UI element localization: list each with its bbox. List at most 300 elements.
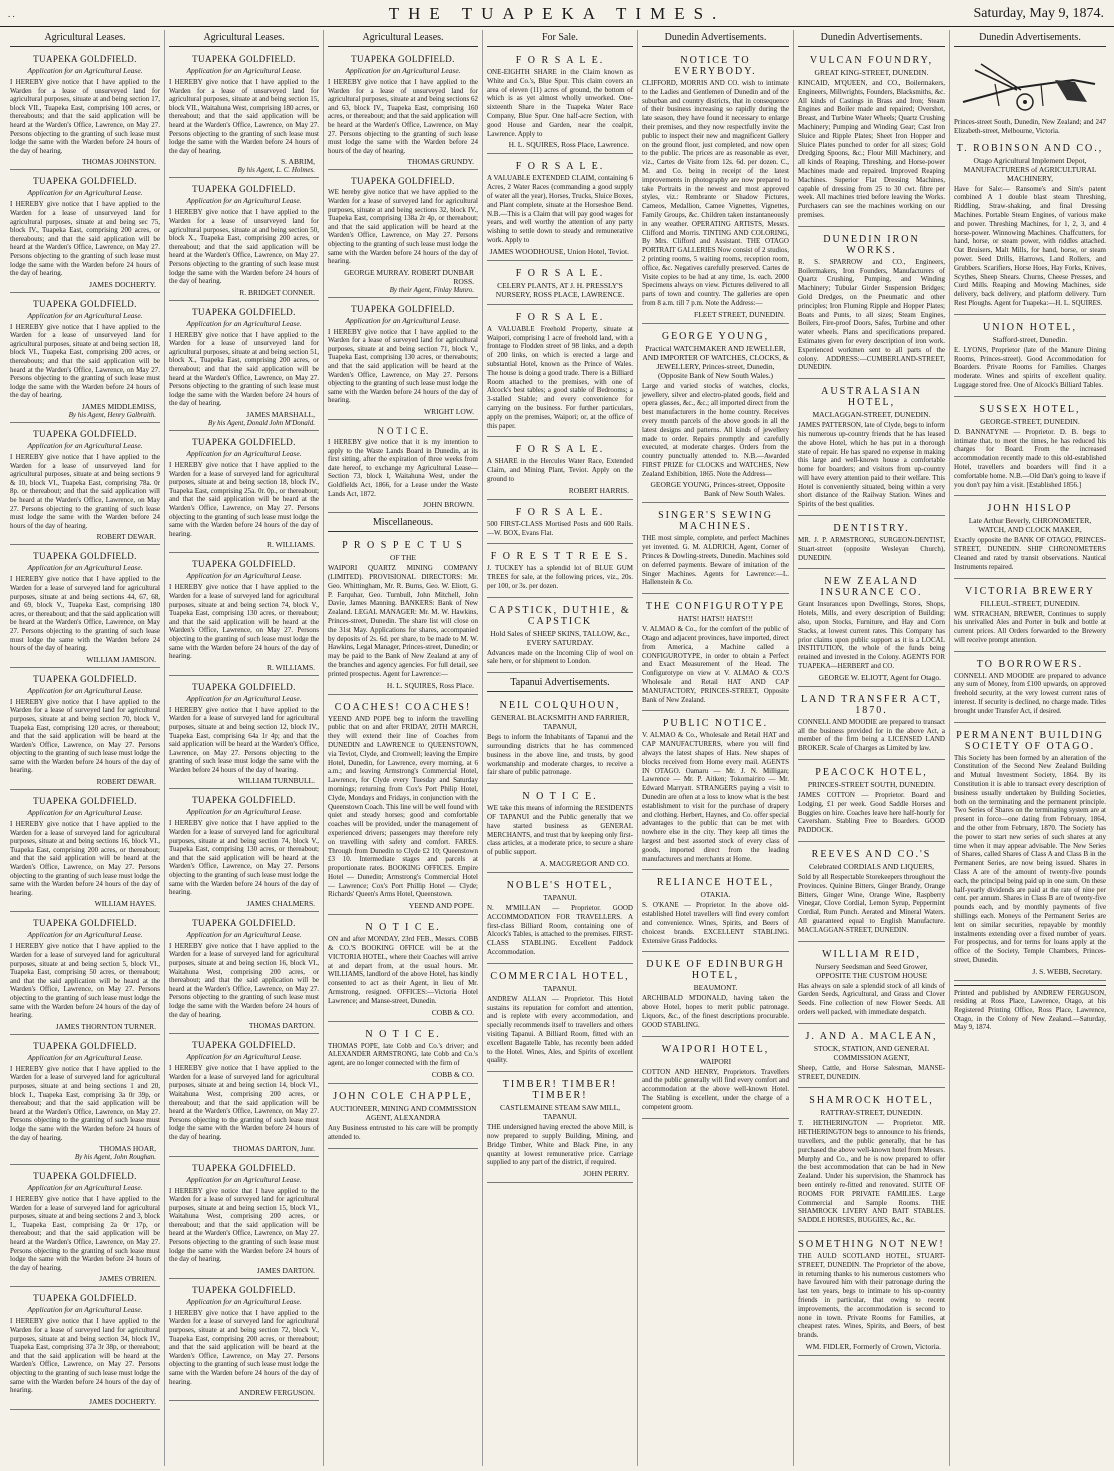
- advertisement: [954, 498, 1106, 578]
- notice-title: TUAPEKA GOLDFIELD.: [192, 681, 296, 692]
- ad-signature: H. L. SQUIRES, Ross Place, Lawrence.: [508, 140, 629, 150]
- ad-subtitle: TAPANUI.: [543, 983, 577, 993]
- ad-body: ONE-EIGHTH SHARE in the Claim known as White and Co.'s, Blue Spur. This claim covers an area of eleven (11) acres of ground, the bottom of which is as yet almost wholly unworked. One-sixteenth Share in the Tuapeka Water Race Company, Blue Spur. One half-acre Section, with good House and Garden, near the coalpit, Lawrence. Apply to: [487, 68, 633, 138]
- notice-body: I HEREBY give notice that I have applied to the Warden for a lease of surveyed land for agricultural purposes, situate at and being section 34, block IV., Tuapeka East, comprising 37a 3r 38p, or thereabout; and that the said application will be heard at the Warden's Office, Lawrence, on May 27. Persons objecting to the granting of such lease must lodge the same with the Warden before 24 hours of the day of hearing.: [10, 1317, 160, 1395]
- ad-signature: ROBERT HARRIS.: [568, 485, 629, 495]
- ad-subtitle: GREAT KING-STREET, DUNEDIN.: [814, 68, 929, 77]
- ad-title: VULCAN FOUNDRY,: [809, 55, 934, 66]
- notice-subtitle: Application for an Agricultural Lease.: [186, 449, 302, 459]
- ad-signature: H. L. SQUIRES, Ross Place.: [386, 680, 474, 690]
- notice-agent: By their Agent, Finlay Munro.: [389, 285, 474, 294]
- column-6: [794, 30, 950, 1466]
- advertisement: [642, 596, 789, 711]
- lease-notice: [328, 50, 478, 170]
- ad-title: TIMBER! TIMBER! TIMBER!: [502, 1079, 618, 1102]
- lease-notice: [328, 172, 478, 297]
- ad-body: Sheep, Cattle, and Horse Salesman, MANSE-STREET, DUNEDIN.: [798, 1063, 945, 1081]
- ad-subtitle: TAPANUI.: [543, 893, 577, 903]
- notice-subtitle: Application for an Agricultural Lease.: [186, 66, 302, 75]
- ad-signature: GEORGE YOUNG, Princes-street, Opposite Bank of New South Wales.: [650, 480, 785, 499]
- ad-signature: J. S. WEBB, Secretary.: [1032, 966, 1102, 976]
- lease-notice: [10, 1037, 160, 1165]
- lease-notice: [169, 180, 319, 300]
- advertisement: [798, 518, 945, 569]
- notice-body: I HEREBY give notice that I have applied to the Warden for a lease of surveyed land for agricultural purposes, situate at and being section 74, block V., Tuapeka East, comprising 130 acres, or thereabout; and that the said application will be heard at the Warden's Office, Lawrence, on May 27. Persons objecting to the granting of such lease must lodge the same with the Warden before 24 hours of the day of hearing.: [169, 819, 319, 897]
- notice-body: I HEREBY give notice that I have applied to the Warden for a lease of surveyed land for agricultural purposes, situate at and being sections 1 and 20, block I., Tuapeka East, comprising 3a 0r 39p, or thereabout; and that the said application will be heard at the Warden's Office, Lawrence, on May 27. Persons objecting to the granting of such lease must lodge the same with the Warden before 24 hours of the day of hearing.: [10, 1064, 160, 1142]
- intro-text: Princes-street South, Dunedin, New Zealand; and 247 Elizabeth-street, Melbourne, Victoria.: [954, 118, 1106, 135]
- advertisement: [487, 600, 633, 674]
- advertisement: [798, 689, 945, 760]
- ad-body: ON and after MONDAY, 23rd FEB., Messrs. COBB & CO.'S BOOKING OFFICE will be at the VICTORIA HOTEL, where their Coaches will arrive at and depart from, at the usual hours. Mr. WILLIAMS, landlord of the above Hotel, has kindly consented to act as their Agent, in lieu of Mr. Armstrong, resigned. OFFICES:—Victoria Hotel Lawrence; and Manse-street, Dunedin.: [328, 935, 478, 1005]
- notice-title: TUAPEKA GOLDFIELD.: [192, 306, 296, 317]
- notice-body: I HEREBY give notice that I have applied to the Warden for a lease of surveyed land for agricultural purposes, situate at and being section 12, block IV., Tuapeka East, comprising 64a 1r 4p; and that the said application will be heard at the Warden's Office, Lawrence, on May 27. Persons objecting to the granting of such lease must lodge the same with the Warden before 24 hours of the day of hearing.: [169, 705, 319, 774]
- notice-subtitle: Application for an Agricultural Lease.: [186, 1296, 302, 1306]
- notice-signature: R. BRIDGET CONNER.: [239, 287, 315, 297]
- notice-title: TUAPEKA GOLDFIELD.: [192, 559, 296, 570]
- lease-notice: [10, 547, 160, 667]
- ad-title: F O R S A L E.: [515, 444, 605, 456]
- lease-notice: [10, 1289, 160, 1409]
- notice-signature: WILLIAM JAMISON.: [86, 654, 156, 664]
- notice-body: WE hereby give notice that we have applied to the Warden for a lease of surveyed land for agricultural purposes, situate at and being sections 32, block IV., Tuapeka East, comprising 138a 2r 4p, or thereabout; and that the said application will be heard at the Warden's Office, Lawrence, on May 27. Persons objecting to the granting of such lease must lodge the same with the Warden before 24 hours of the day of hearing.: [328, 188, 478, 266]
- notice-subtitle: Application for an Agricultural Lease.: [186, 807, 302, 817]
- notice-title: TUAPEKA GOLDFIELD.: [192, 1040, 296, 1051]
- ad-body: R. S. SPARROW and CO., Engineers, Boilermakers, Iron Founders, Manufacturers of Quartz Crushing, Pumping, and Winding Machinery; Tubular Girder Suspension Bridges; Gold Dredges, on the Pneumatic and other principles; Iron Fluming Ripple and Hopper Plates; Boats and Punts, to all sizes; Steam Engines, Boilers, Fire-proof Doors, Safes, Turbine and other water wheels. Plans and specifications prepared. Estimates given for every description of iron work. Experienced workmen sent to all parts of the colony. ADDRESS:—CUMBERLAND-STREET, DUNEDIN.: [798, 257, 945, 372]
- notice-signature: WILLIAM TURNBULL.: [238, 776, 315, 786]
- ad-body: Begs to inform the Inhabitants of Tapanui and the surrounding districts that he has commenced business in the above line, and trusts, by good workmanship and moderate charges, to receive a fair share of public patronage.: [487, 733, 633, 777]
- notice-title: TUAPEKA GOLDFIELD.: [351, 54, 455, 64]
- lease-notice: [169, 914, 319, 1034]
- ad-body: Have for Sale:— Ransome's and Sim's patent combined A 1 double blast steam Threshing, Riddling, Straw-shaking, and final Dressing Machines. Portable Steam Engines, of various make and power. Threshing Machines, for 1, 2, 3, and 4 horse-power. Winnowing Machines. Chaffcutters, for hand, horse, or steam power, with riddles attached. Oat Bruisers, Malt Mills, for hand, horse, or steam power. Seed Drills, Harrows, Land Rollers, and Grubbers. Scarifiers, Horse Hoes, Hay Forks, Knives, Scythes, Sheep Shears. Churns, Cheese Presses, and Curd Mills. Reaping and Mowing Machines, side delivery, back delivery, and platform delivery. Turn Rest Ploughs. Agent for Tuapeka:—H. L. SQUIRES.: [954, 184, 1106, 307]
- ad-title: DUKE OF EDINBURGH HOTEL,: [646, 959, 785, 982]
- ad-title: GEORGE YOUNG,: [661, 330, 770, 342]
- issue-date: Saturday, May 9, 1874.: [973, 6, 1104, 21]
- notice-subtitle: Application for an Agricultural Lease.: [27, 685, 143, 695]
- advertisement: [798, 762, 945, 842]
- advertisement: [642, 872, 789, 952]
- advertisement: [328, 1086, 478, 1149]
- ad-title: NEIL COLQUHOUN,: [499, 700, 621, 712]
- plough-illustration-icon: [954, 50, 1106, 116]
- ad-title: F O R E S T T R E E S.: [490, 551, 630, 563]
- notice-title: TUAPEKA GOLDFIELD.: [192, 917, 296, 928]
- lease-notice: [10, 172, 160, 292]
- notice-signature: JAMES MARSHALL,: [246, 410, 315, 420]
- ad-body: THE undersigned having erected the above Mill, is now prepared to supply Building, Mining, and Bridge Timber, White and Black Pine, in any quantity at lowest remunerative price. Carriage supplied to any part of the district, if required.: [487, 1123, 633, 1167]
- advertisement: [328, 535, 478, 694]
- column-4: [483, 30, 638, 1466]
- ad-title: NOBLE'S HOTEL,: [506, 880, 614, 892]
- column-heading: Agricultural Leases.: [328, 30, 478, 47]
- advertisement: [487, 156, 633, 260]
- notice-title: TUAPEKA GOLDFIELD.: [192, 184, 296, 195]
- advertisement: [487, 546, 633, 597]
- advertisement: [798, 229, 945, 379]
- notice-body: I HEREBY give notice that I have applied to the Warden for a lease of surveyed land for agricultural purposes, situate at and being section 16, block VI., Waitahuna West, comprising 200 acres, or thereabout; and that the said application will be heard at the Warden's Office, Lawrence, on May 27. Persons objecting to the granting of such lease must lodge the same with the Warden before 24 hours of the day of hearing.: [169, 941, 319, 1019]
- advertisement: [487, 502, 633, 545]
- ad-signature: YEEND AND POPE.: [408, 901, 474, 911]
- ad-subtitle: STOCK, STATION, AND GENERAL COMMISSION AGENT,: [813, 1043, 930, 1062]
- notice-body: I HEREBY give notice that I have applied to the Warden for a lease of unsurveyed land for agricultural purposes, situate at and being section 50, block X., Tuapeka East, comprising 200 acres, or thereabout; and that the said application will be heard at the Warden's Office, Lawrence, on May 27. Persons objecting to the granting of such lease must lodge the same with the Warden before 24 hours of the day of hearing.: [169, 208, 319, 286]
- ad-body: THE AULD SCOTLAND HOTEL, STUART-STREET, DUNEDIN. The Proprietor of the above, in returning thanks to his numerous customers who have favoured him with their patronage during the last ten years, begs to intimate to his up-country friends in particular, that owing to recent improvements, the accommodation is second to none in town. Private Rooms for Families, at cheapest rates. Wines, Spirits, and Beers, of best brands.: [798, 1251, 945, 1340]
- notice-signature: ROBERT DEWAR.: [96, 532, 156, 542]
- ad-subtitle: RATTRAY-STREET, DUNEDIN.: [820, 1108, 923, 1118]
- ad-subtitle: MACLAGGAN-STREET, DUNEDIN.: [812, 410, 931, 420]
- ad-title: SINGER'S SEWING MACHINES.: [658, 510, 773, 533]
- notice-body: I HEREBY give notice that I have applied to the Warden for a lease of unsurveyed land for agricultural purposes, situate at and being section 17, block VII., Tuapeka East, comprising 100 acres, or thereabouts; and that the said application will be heard at the Warden's Office, Lawrence, on May 27. Persons objecting to the granting of such lease must lodge the same with the Warden before 24 hours of the day of hearing.: [10, 78, 160, 155]
- notice-signature: THOMAS JOHNSTON.: [81, 157, 156, 167]
- advertisement: [487, 695, 633, 784]
- ad-body: CLIFFORD, MORRIS AND CO. wish to intimate to the Ladies and Gentlemen of Dunedin and of the suburban and country districts, that in consequence of their business increasing so rapidly during the late season, they have found it necessary to enlarge their premises, and they now respectfully invite the public to inspect their new and magnificent Gallery on the ground floor, just completed, and now open to the public. The prices are as reasonable as ever, viz., Cartes de Visite from 12s. 6d. per dozen. C., M. and Co. being in receipt of the latest improvements in photography are now prepared to take Portraits in the newest and most approved styles, viz.: Rembrante or Shadow Pictures, Cameos, Medallion, Camee Vignettes, Vignettes, Family Groups, &c. Children taken instantaneously in any weather. OPERATING ARTISTS, Messrs. Clifford and Morris. TINTING AND COLORING, By Mrs. Clifford and Assistant. THE OTAGO PORTRAIT GALLERIES Now consist of 2 studios, 2 printing rooms, 5 waiting rooms, reception room, office, &c. Negatives carefully preserved. Cartes de Visite copies to be had at any time, 1s. each. 2000 Specimens always on view. Pictures delivered to all parts of town and country. The galleries are open from 8 a.m. till 7 p.m. Note the Address:—: [642, 79, 789, 307]
- column-heading: For Sale.: [487, 30, 633, 47]
- ad-signature: A. MACGREGOR AND CO.: [540, 859, 629, 869]
- notice-signature: JAMES CHALMERS.: [246, 898, 315, 908]
- notice-body: I HEREBY give notice that I have applied to the Warden for a lease of surveyed land for agricultural purposes, situate at and being section 15, block VI., Waitahuna West, comprising 200 acres, or thereabout; and that the said application will be heard at the Warden's Office, Lawrence, on May 27. Persons objecting to the granting of such lease must lodge the same with the Warden before 24 hours of the day of hearing.: [169, 1186, 319, 1264]
- ad-body: V. ALMAO & Co., for the comfort of the public of Otago and adjacent provinces, have imported, direct from America, a Machine called a CONFIGUROTYPE, in order to obtain a Perfect and Exact Measurement of the Head. The Configurotype on view at V. ALMAO & CO.'S Wholesale and Retail HAT AND CAP MANUFACTORY, PRINCES-STREET, Opposite Bank of New Zealand.: [642, 625, 789, 704]
- ad-title: COACHES! COACHES!: [334, 701, 472, 713]
- ad-title: AUSTRALASIAN HOTEL,: [821, 386, 922, 409]
- newspaper-title: THE TUAPEKA TIMES.: [388, 4, 726, 23]
- ad-body: A SHARE in the Hercules Water Race, Extended Claim, and Mining Plant, Teviot. Apply on the ground to: [487, 457, 633, 483]
- lease-notice: [10, 914, 160, 1034]
- ad-subtitle: GENERAL BLACKSMITH AND FARRIER, TAPANUI,: [491, 713, 629, 732]
- ad-body: THE most simple, complete, and perfect Machines yet invented. G. M. ALDRICH, Agent, Corner of Princes & Dowling-streets, Dunedin. Machines sold on deferred payments. Beware of imitation of the Singer Machines. Agents for Lawrence:—L. Hallenstein & Co.: [642, 534, 789, 587]
- advertisement: [487, 307, 633, 438]
- advertisement: [642, 954, 789, 1036]
- ad-title: N O T I C E.: [365, 922, 441, 934]
- ad-title: P R O S P E C T U S: [342, 540, 464, 552]
- ad-body: COTTON AND HENRY, Proprietors. Travellers and the public generally will find every comfort and accommodation at the above well-known Hotel. The Stabling is excellent, under the charge of a competent groom.: [642, 1067, 789, 1111]
- notice-body: I HEREBY give notice that I have applied to the Warden for a lease of surveyed land for agricultural purposes, situate at and being section 71, block V., Tuapeka East, comprising 130 acres, or thereabouts; and that the said application will be heard at the Warden's Office, Lawrence, on May 27. Persons objecting to the granting of such lease must lodge the same with the Warden before 24 hours of the day of hearing.: [328, 327, 478, 405]
- advertisement: [487, 263, 633, 305]
- ad-body: Sold by all Respectable Storekeepers throughout the Provinces. Quinine Bitters, Ginger Brandy, Orange Bitters, Ginger Wine, Orange Wine, Raspberry Vinegar, Clove Cordial, Lemon Syrup, Peppermint Cordial, Rum Punch. Aerated and Mineral Waters. All guaranteed equal to English Manufacture. MACLAGGAN-STREET, DUNEDIN.: [798, 873, 945, 934]
- ad-title: RELIANCE HOTEL,: [656, 877, 775, 889]
- column-heading: Dunedin Advertisements.: [954, 30, 1106, 47]
- notice-subtitle: Application for an Agricultural Lease.: [345, 315, 461, 325]
- notice-body: I HEREBY give notice that I have applied to the Warden for a lease of unsurveyed land for agricultural purposes, situate at and being section 18, block VI., Tuapeka East, comprising 200 acres, or thereabouts; and that the said application will be heard at the Warden's Office, Lawrence, on May 27. Persons objecting to the granting of such lease must lodge the same with the Warden before 24 hours of the day of hearing.: [10, 322, 160, 400]
- notice-title: TUAPEKA GOLDFIELD.: [33, 298, 137, 309]
- ad-title: N O T I C E.: [365, 1028, 441, 1040]
- notice-body: I HEREBY give notice that I have applied to the Warden for a lease of surveyed land for agricultural purposes, situate at and being sections 2 and 3, block I., Tuapeka East, comprising 2a 0r 17p, or thereabout; and that the said application will be heard at the Warden's Office, Lawrence, on May 27. Persons objecting to the granting of such lease must lodge the same with the Warden before 24 hours of the day of hearing.: [10, 1195, 160, 1272]
- ad-title: SHAMROCK HOTEL,: [809, 1095, 934, 1107]
- advertisement: [328, 697, 478, 916]
- notice-signature: GEORGE MURRAY. ROBERT DUNBAR ROSS.: [344, 267, 474, 286]
- ad-subtitle: OF THE: [390, 553, 416, 563]
- advertisement: [954, 581, 1106, 652]
- notice-signature: JAMES THORNTON TURNER.: [55, 1021, 156, 1031]
- column-heading: Agricultural Leases.: [169, 30, 319, 47]
- ad-subtitle: WAIPORI: [699, 1056, 732, 1066]
- advertisement: [642, 713, 789, 870]
- notice-subtitle: Application for an Agricultural Lease.: [186, 196, 302, 206]
- lease-notice: [328, 422, 478, 513]
- ad-title: SUSSEX HOTEL,: [979, 403, 1081, 415]
- notice-body: I HEREBY give notice that I have applied to the Warden for a lease of surveyed land for agricultural purposes, situate at and being section 14, block VI., Waitahuna West, comprising 200 acres, or thereabout; and that the said application will be heard at the Warden's Office, Lawrence, on May 27. Persons objecting to the granting of such lease must lodge the same with the Warden before 24 hours of the day of hearing.: [169, 1064, 319, 1141]
- ad-body: Any Business entrusted to his care will be promptly attended to.: [328, 1124, 478, 1141]
- notice-subtitle: Application for an Agricultural Lease.: [27, 310, 143, 320]
- column-1: [6, 30, 165, 1466]
- ad-body: This Society has been formed by an alteration of the Constitution of the Second New Zealand Building and Mutual Investment Society, 1864. By its Constitution it is able to transact every description of business usually undertaken by Building Societies, both on the terminating and the permanent principle. Two Series of Shares on the terminating system are at present in force—one dating from February, 1864, and the other from February, 1870. The Society has the power to start new series of such shares at any time when it may appear advisable. The New Series of Shares, called Shares of Class A and Class B in the Permanent Series, are now being issued. Shares in Class A are of the amount of twenty-five pounds each, the principal being paid up in one sum. On these half-yearly dividends are paid at the rate of nine per cent. per annum. Shares in Class B are of twenty-five pounds each, and by monthly payments of five shillings each. Moneys of the Permanent Series are lent on similar securities, repayable by monthly instalments extending over a fixed number of years. For prospectus, and for terms for loans apply at the office of the Society, Temple Chambers, Princes-street, Dunedin.: [954, 753, 1107, 964]
- notice-title: TUAPEKA GOLDFIELD.: [351, 176, 455, 187]
- ad-subtitle: PRINCES-STREET SOUTH, DUNEDIN.: [807, 780, 936, 790]
- notice-title: TUAPEKA GOLDFIELD.: [192, 795, 296, 806]
- lease-notice: [169, 791, 319, 911]
- notice-subtitle: Application for an Agricultural Lease.: [27, 1305, 143, 1315]
- lease-notice: [169, 433, 319, 553]
- section-heading: Miscellaneous.: [328, 515, 478, 532]
- notice-signature: THOMAS DARTON, Junr.: [232, 1143, 315, 1153]
- ad-subtitle: AUCTIONEER, MINING AND COMMISSION AGENT, ALEXANDRA: [329, 1104, 477, 1123]
- notice-subtitle: Application for an Agricultural Lease.: [186, 571, 302, 581]
- ad-body: JAMES COTTON — Proprietor. Board and Lodging, £1 per week. Good Saddle Horses and Buggies on hire. Coaches leave here half-hourly for Caversham. Stabling Free to Boarders. GOOD PADDOCK.: [798, 791, 945, 835]
- ad-subtitle: CELERY PLANTS, AT J. H. PRESSLY'S NURSERY, ROSS PLACE, LAWRENCE.: [495, 280, 625, 299]
- ad-subtitle: HATS! HATS!! HATS!!!: [678, 614, 753, 624]
- advertisement: [798, 50, 945, 227]
- notice-signature: WILLIAM HAYES.: [94, 899, 156, 909]
- column-heading: Agricultural Leases.: [10, 30, 160, 47]
- ad-signature: FLEET STREET, DUNEDIN.: [694, 309, 785, 319]
- notice-body: I HEREBY give notice that I have applied to the Warden for a lease of surveyed land for agricultural purposes, situate at and being section 18, block IV., Tuapeka East, comprising 25a. 0r. 0p., or thereabout; and that the said application will be heard at the Warden's Office, Lawrence, on May 27. Persons objecting to the granting of such lease must lodge the same with the Warden before 24 hours of the day of hearing.: [169, 461, 319, 538]
- ad-body: CONNELL AND MOODIE are prepared to transact all the business provided for in the above Act, a member of the firm being a LICENSED LAND BROKER. Scale of Charges as Limited by law.: [798, 717, 945, 753]
- notice-signature: THOMAS GRUNDY.: [407, 157, 474, 167]
- ad-body: T. HETHERINGTON — Proprietor. MR. HETHERINGTON begs to announce to his friends, travellers, and the public generally, that he has purchased the above well-known hotel from Messrs. Murphy and Co., and he is now prepared to offer the best accommodation that can be had in New Zealand. Under his supervision, the Shamrock has been entirely re-fitted and renovated. SUITE OF ROOMS FOR PRIVATE FAMILIES. Large Commercial and Sample Rooms. THE SHAMROCK LIVERY AND BAIT STABLES. SADDLE HORSES, BUGGIES, &c., &c.: [798, 1119, 945, 1225]
- notice-title: TUAPEKA GOLDFIELD.: [33, 551, 137, 562]
- notice-signature: S. ABRIM,: [281, 157, 315, 167]
- notice-agent: By his Agent, John Roughan.: [74, 1153, 156, 1162]
- ad-title: NEW ZEALAND INSURANCE CO.: [820, 576, 923, 599]
- advertisement: [798, 844, 945, 942]
- notice-title: TUAPEKA GOLDFIELD.: [33, 429, 137, 440]
- ad-body: A VALUABLE EXTENDED CLAIM, containing 6 Acres, 2 Water Races (commanding a good supply of water all the year), Horses, Trucks, Sluice Boxes, and Plant complete, situate at the Horseshoe Bend. N.B.—This is a Claim that will pay good wages for years, and well worthy the attention of any party wishing to settle down to steady and remunerative work. Apply to: [487, 174, 633, 244]
- ad-title: JOHN HISLOP: [987, 503, 1073, 515]
- lease-notice: [169, 1281, 319, 1401]
- notice-signature: JAMES DOCHERTY.: [89, 279, 156, 289]
- section-heading: Tapanui Advertisements.: [487, 675, 633, 692]
- columns-container: [6, 30, 1110, 1466]
- advertisement: [798, 1234, 945, 1356]
- lease-notice: [169, 50, 319, 178]
- ad-body: Large and varied stocks of watches, clocks, jewellery, silver and electro-plated goods, field and opera glasses, &c., &c.; all imported direct from the best manufacturers in the home country. Receives every month parcels of the above goods in all the latest designs and patterns. All kinds of jewellery made to order. Repairs promptly and carefully executed, at moderate charges. Orders from the country punctually attended to. N.B.—Awarded FIRST PRIZE for CLOCKS and WATCHES, New Zealand Exhibition, 1865. Note the Address—: [642, 381, 789, 478]
- ad-title: REEVES AND CO.'S: [811, 849, 932, 861]
- lease-notice: [169, 303, 319, 431]
- advertisement: [487, 439, 633, 499]
- advertisement: [487, 875, 633, 964]
- lease-notice: [10, 792, 160, 912]
- notice-title: TUAPEKA GOLDFIELD.: [33, 796, 137, 807]
- notice-subtitle: Application for an Agricultural Lease.: [186, 1052, 302, 1062]
- ad-body: V. ALMAO & Co., Wholesale and Retail HAT and CAP MANUFACTURERS, where you will find always the latest shapes of Hats. New shapes of blocks received from Home every mail. AGENTS IN OTAGO. Oamaru — Mr. J. N. Milligan; Lawrence — Mr. P. Aitken; Tokomairiro — Mr. Edward Marryatt. STRANGERS paying a visit to Dunedin are often at a loss to know what is the best establishment to visit for the purchase of drapery and clothing. Herbert, Haynes, and Co. offer special advantages to the public that can be met with nowhere else in the city. They keep all times the largest and best assorted stock of every class of goods, imported direct from the leading manufacturers and merchants at Home.: [642, 731, 789, 863]
- notice-subtitle: Application for an Agricultural Lease.: [186, 693, 302, 703]
- notice-signature: THOMAS HOAR,: [99, 1144, 156, 1154]
- ad-title: NOTICE TO EVERYBODY.: [674, 55, 757, 77]
- notice-title: TUAPEKA GOLDFIELD.: [33, 54, 137, 64]
- ad-subtitle: Nursery Seedsman and Seed Grower, OPPOSITE THE CUSTOM HOUSE: [815, 961, 928, 980]
- column-heading: Dunedin Advertisements.: [642, 30, 789, 47]
- notice-signature: JOHN BROWN.: [423, 500, 474, 510]
- notice-signature: R. WILLIAMS.: [267, 540, 315, 550]
- notice-subtitle: Application for an Agricultural Lease.: [27, 66, 143, 75]
- notice-title: TUAPEKA GOLDFIELD.: [192, 1284, 296, 1295]
- notice-subtitle: Application for an Agricultural Lease.: [186, 318, 302, 328]
- lease-notice: [10, 670, 160, 790]
- column-heading: Dunedin Advertisements.: [798, 30, 945, 47]
- ad-title: WAIPORI HOTEL,: [661, 1043, 770, 1055]
- notice-title: TUAPEKA GOLDFIELD.: [351, 303, 455, 314]
- ad-body: Grant Insurances upon Dwellings, Stores, Shops, Hotels, Mills, and every description of Building; also, upon Stocks, Furniture, and Hay and Corn Stacks, at lowest current rates. This Company has prior claims upon public support as it is a LOCAL INSTITUTION, the whole of the funds being retained and invested in the Colony. AGENTS FOR TUAPEKA—HERBERT and CO.: [798, 600, 945, 671]
- ad-title: T. ROBINSON AND CO.,: [956, 142, 1104, 154]
- ad-subtitle: OTAKIA.: [700, 890, 731, 900]
- ad-title: F O R S A L E.: [515, 311, 605, 323]
- notice-body: I HEREBY give notice that I have applied to the Warden for a lease of surveyed land for agricultural purposes, situate at and being sections 16, block VI., Tuapeka East, comprising 200 acres, or thereabout; and that the said application will be heard at the Warden's Office, Lawrence, on May 27. Persons objecting to the granting of such lease must lodge the same with the Warden before 24 hours of the day of hearing.: [10, 820, 160, 897]
- notice-signature: JAMES DARTON.: [256, 1265, 315, 1275]
- ad-title: JOHN COLE CHAPPLE,: [333, 1091, 473, 1103]
- lease-notice: [169, 1159, 319, 1279]
- column-7: [950, 30, 1110, 1466]
- ad-title: COMMERCIAL HOTEL,: [490, 970, 630, 982]
- notice-subtitle: Application for an Agricultural Lease.: [27, 1183, 143, 1193]
- notice-body: I HEREBY give notice that I have applied to the Warden for a lease of unsurveyed land for agricultural purposes, situate at and being sections 62 and 63, block IV., Tuapeka East, comprising 160 acres, or thereabout; and that the said application will be heard at the Warden's Office, Lawrence, on May 27. Persons objecting to the granting of such lease must lodge the same with the Warden before 24 hours of the day of hearing.: [328, 78, 478, 155]
- ad-title: J. AND A. MACLEAN,: [805, 1030, 938, 1042]
- ad-body: 500 FIRST-CLASS Mortised Posts and 600 Rails.—W. BOX, Evans Flat.: [487, 519, 633, 537]
- advertisement: [328, 917, 478, 1021]
- ad-body: S. O'KANE — Proprietor. In the above old-established Hotel travellers will find every comfort and convenience. Wines, Spirits, and Beers of choicest brands. EXCELLENT STABLING. Extensive Grass Paddocks.: [642, 901, 789, 945]
- ad-body: ANDREW ALLAN — Proprietor. This Hotel sustains its reputation for comfort and attention, and is replete with every accommodation, and specially recommends itself to travellers and others visiting Tapanui. A Billiard Room, fitted with an excellent Bagatelle Table, has recently been added to the Hotel. Wines, Ales, and Spirits of excellent quality.: [487, 994, 633, 1065]
- advertisement: [954, 317, 1106, 397]
- advertisement: [798, 1090, 945, 1232]
- notice-signature: WRIGHT LOW.: [424, 407, 474, 417]
- notice-subtitle: Application for an Agricultural Lease.: [27, 441, 143, 451]
- ad-title: CAPSTICK, DUTHIE, & CAPSTICK: [489, 604, 631, 627]
- notice-signature: ANDREW FERGUSON.: [238, 1388, 315, 1398]
- notice-title: TUAPEKA GOLDFIELD.: [33, 1040, 137, 1051]
- ad-body: YEEND AND POPE beg to inform the travelling public that on and after FRIDAY, 20TH MARCH, they will extend their line of Coaches from DUNEDIN and LAWRENCE to QUEENSTOWN, via Teviot, Clyde, and Cromwell; leaving the Empire Hotel, Dunedin, for Lawrence, every morning, at 6 a.m.; and leaving Armstrong's Commercial Hotel, Lawrence, for Clyde every Tuesday and Saturday mornings; returning from Cox's Port Philip Hotel, Clyde, Mondays and Fridays, in conjunction with the Queenstown Coach. This line will be well found with quiet and steady horses; good and comfortable coaches will be provided, under the management of experienced drivers; passengers may therefore rely on travelling with safety and comfort. FARES. Through from Dunedin to Clyde £2 10; Queenstown £3 10. Intermediate stages and parcels at proportionate rates. BOOKING OFFICES. Empire Hotel — Dunedin; Armstrong's Commercial Hotel — Lawrence; Cox's Port Phillip Hotel — Clyde; Richards' Queen's Arms Hotel, Queenstown.: [328, 714, 478, 899]
- advertisement: [798, 944, 945, 1024]
- advertisement: [954, 138, 1106, 315]
- ad-signature: GEORGE W. ELIOTT, Agent for Otago.: [818, 672, 941, 682]
- ad-signature: JOHN PERRY.: [583, 1169, 629, 1179]
- ad-body: Advances made on the Incoming Clip of wool on sale here, or for shipment to London.: [487, 648, 633, 666]
- ad-title: DENTISTRY.: [833, 523, 910, 535]
- advertisement: [798, 571, 945, 686]
- column-2: [165, 30, 324, 1466]
- ad-subtitle: GEORGE-STREET, DUNEDIN.: [980, 416, 1080, 426]
- advertisement: [487, 50, 633, 154]
- notice-agent: By his Agent, L. C. Holmes.: [237, 166, 315, 175]
- notice-title: TUAPEKA GOLDFIELD.: [33, 918, 137, 929]
- ad-title: DUNEDIN IRON WORKS.: [823, 233, 920, 256]
- ad-title: F O R S A L E.: [515, 506, 605, 518]
- ad-subtitle: BEAUMONT.: [693, 983, 738, 993]
- notice-title: TUAPEKA GOLDFIELD.: [192, 54, 296, 64]
- ad-signature: JAMES WOODHOUSE, Union Hotel, Teviot.: [489, 246, 629, 256]
- ad-body: WE take this means of informing the RESIDENTS OF TAPANUI and the Public generally that we have started business as GENERAL MERCHANTS, and trust that by keeping only first-class articles, at a moderate price, to secure a share of public support.: [487, 804, 633, 857]
- ad-body: E. LYONS, Proprietor (late of the Manure Dining Rooms, Princes-street). Good Accommodation for Boarders. Private Rooms for Families. Charges moderate. Wines and spirits of excellent quality. Luggage stored free. One of Alcock's Billiard Tables.: [954, 345, 1106, 389]
- advertisement: [487, 786, 633, 873]
- notice-signature: R. WILLIAMS.: [267, 662, 315, 672]
- ad-title: F O R S A L E.: [515, 161, 605, 173]
- ad-title: SOMETHING NOT NEW!: [798, 1238, 945, 1250]
- ad-title: LAND TRANSFER ACT, 1870.: [801, 693, 942, 716]
- ad-subtitle: Hold Sales of SHEEP SKINS, TALLOW, &c., EVERY SATURDAY.: [490, 628, 630, 647]
- printer-imprint: Printed and published by ANDREW FERGUSON, residing at Ross Place, Lawrence, Otago, at his Registered Printing Office, Ross Place, Lawrence, Otago, in the Colony of New Zealand.—Saturday, May 9, 1874.: [954, 985, 1106, 1032]
- ad-body: JAMES PATTERSON, late of Clyde, begs to inform his numerous up-country friends that he has leased the above Hotel, which he has put in a thorough state of repair. He has spared no expense in making this large and well-known house a comfortable home for boarders; and visitors from up-country will have every attention paid to their welfare. This Hotel is conveniently situated, being within a very short distance of the Railway Station. Wines and Spirits of the best qualities.: [798, 421, 945, 509]
- advertisement: [642, 505, 789, 594]
- ad-body: D. BANNATYNE — Proprietor. D. B. begs to intimate that, to meet the times, he has reduced his charges for Board. From the increased accommodation recently made to this old-established Hotel, travellers and boarders will find it a comfortable home. N.B.—Old Dan's going to leave if you don't pay him a visit. [Established 1856.]: [954, 427, 1106, 489]
- advertisement: [954, 725, 1106, 981]
- ad-body: A VALUABLE Freehold Property, situate at Waipori, comprising 1 acre of freehold land, with a frontage to Flodden street of 98 links, and a depth of 200 links, on which is erected a large and substantial Hotel, known as the Prince of Wales. The house is doing a good trade. There is a Billiard Room attached to the premises, with one of Alcock's best tables; a good stable of Bedrooms; a 3-stalled Stable; and every convenience for carrying on the business. For further particulars, apply on the premises, Waipori; or, at the office of this paper.: [487, 324, 633, 430]
- column-5: [638, 30, 794, 1466]
- ad-subtitle: Otago Agricultural Implement Depot, MANUFACTURERS of AGRICULTURAL MACHINERY,: [963, 155, 1097, 183]
- notice-subtitle: Application for an Agricultural Lease.: [186, 929, 302, 939]
- notice-title: TUAPEKA GOLDFIELD.: [192, 437, 296, 448]
- ad-body: Has always on sale a splendid stock of all kinds of Garden Seeds, Agricultural, and Grass and Clover Seeds. Fine collection of new Flower Seeds. All orders well packed, with immediate despatch.: [798, 981, 945, 1016]
- advertisement: [954, 399, 1106, 497]
- ad-body: KINCAID, M'QUEEN, and CO., Boilermakers, Engineers, Millwrights, Founders, Blacksmiths, &c. All kinds of Castings in Brass and Iron; Steam Engines and Boiler made and repaired; Overshot, Breast, and Turbine Water Wheels; Quartz Crushing Machinery; Pumping and Winding Gear; Cast Iron Sluice and Ripple Plates; Sheet Iron Hopper and Sluice Plates punched to order for all sizes; Gold Dredging Spoons, &c.; Flour Mill Machinery, and all kinds of Reaping, Threshing, and Horse-power Machines made and repaired. Improved Reaping Machines. Superior Flat Dressing Machines, capable of dressing from 25 to 30 cwt. fibre per week. All machines tried before leaving the Works. Purchasers can see the machines working on our premises.: [798, 79, 945, 219]
- ad-body: Exactly opposite the BANK OF OTAGO, PRINCES-STREET, DUNEDIN. SHIP CHRONOMETERS Cleaned and rated by transit observations. Nautical Instruments repaired.: [954, 536, 1106, 571]
- masthead: [0, 0, 1114, 27]
- lease-notice: [10, 295, 160, 423]
- notice-body: I HEREBY give notice that I have applied to the Warden for a lease of surveyed land for agricultural purposes, situate at and being section 74, block V., Tuapeka East, comprising 130 acres, or thereabout; and that the said application will be heard at the Warden's Office, Lawrence, on May 27. Persons objecting to the granting of such lease must lodge the same with the Warden before 24 hours of the day of hearing.: [169, 583, 319, 661]
- advertisement: [798, 381, 945, 516]
- notice-subtitle: Application for an Agricultural Lease.: [27, 563, 143, 573]
- notice-subtitle: Application for an Agricultural Lease.: [27, 1052, 143, 1062]
- lease-notice: [10, 50, 160, 170]
- ad-body: WAIPORI QUARTZ MINING COMPANY (LIMITED). PROVISIONAL DIRECTORS: Mr. Geo. Whittingham, Mr. R. Burns, Geo. W. Eliott, G. P. Farquhar, Geo. Turnbull, John Mitchell, John Davie, James Manning. BANKERS: Bank of New Zealand. LEGAL MANAGER: Mr. M. W. Hawkins, Princes-street, Dunedin. The share list will close on the 31st May. Applications for shares, accompanied by deposits of 2s. 6d. per share, to be made to M. W. Hawkins, Legal Manager, Princes-street, Dunedin; or may be paid to the Bank of New Zealand at any of the branches and agency agencies. For full detail, see printed prospectus. Agent for Lawrence:—: [328, 564, 478, 678]
- ad-title: N O T I C E.: [522, 791, 598, 803]
- ad-signature: COBB & CO.: [431, 1007, 474, 1017]
- advertisement: [798, 1026, 945, 1089]
- lease-notice: [328, 300, 478, 420]
- notice-signature: JAMES DOCHERTY.: [89, 1396, 156, 1406]
- advertisement: [642, 50, 789, 324]
- ad-subtitle: Practical WATCHMAKER AND JEWELLER, AND IMPORTER OF WATCHES, CLOCKS, & JEWELLERY, Princes-street, Dunedin, (Opposite Bank of New South Wales.): [642, 343, 789, 380]
- advertisement: [642, 326, 789, 504]
- notice-signature: JAMES MIDDLEMISS,: [81, 402, 156, 412]
- ad-body: J. TUCKEY has a splendid lot of BLUE GUM TREES for sale, at the following prices, viz., 20s. per 100, or 3s. per dozen.: [487, 564, 633, 590]
- ad-body: MR. J. P. ARMSTRONG, SURGEON-DENTIST, Stuart-street (opposite Wesleyan Church), DUNEDIN.: [798, 536, 945, 562]
- notice-subtitle: Application for an Agricultural Lease.: [27, 808, 143, 818]
- ad-body: THOMAS POPE, late Cobb and Co.'s driver; and ALEXANDER ARMSTRONG, late Cobb and Co.'s agent, are no longer connected with the firm of: [328, 1041, 478, 1068]
- advertisement: [642, 1039, 789, 1119]
- advertisement: [487, 1074, 633, 1183]
- ad-title: UNION HOTEL,: [983, 321, 1077, 333]
- notice-agent: By his Agent, Donald John M'Donald.: [208, 419, 315, 428]
- masthead-left-mark: . .: [8, 9, 15, 19]
- ad-signature: COBB & CO.: [431, 1070, 474, 1080]
- notice-signature: THOMAS DARTON.: [248, 1021, 315, 1031]
- ad-signature: WM. FIDLER, Formerly of Crown, Victoria.: [805, 1341, 941, 1351]
- notice-subtitle: Application for an Agricultural Lease.: [345, 66, 461, 75]
- notice-title: TUAPEKA GOLDFIELD.: [33, 176, 137, 187]
- notice-body: I HEREBY give notice that I have applied to the Warden for a lease of surveyed land for agricultural purposes, situate at and being section 5, block VI., Tuapeka East, comprising 50 acres, or thereabout; and that the said application will be heard at the Warden's Office, Lawrence, on May 27. Persons objecting to the granting of such lease must lodge the same with the Warden before 24 hours of the day of hearing.: [10, 942, 160, 1020]
- ad-body: N. M'MILLAN — Proprietor. GOOD ACCOMMODATION FOR TRAVELLERS. A first-class Billiard Room, containing one of Alcock's Tables, is attached to the premises. FIRST-CLASS STABLING. Excellent Paddock Accommodation.: [487, 904, 633, 957]
- ad-subtitle: Late Arthur Beverly, CHRONOMETER, WATCH, AND CLOCK MAKER,: [968, 516, 1092, 535]
- column-3: [324, 30, 483, 1466]
- advertisement: [487, 966, 633, 1072]
- notice-subtitle: Application for an Agricultural Lease.: [27, 930, 143, 940]
- advertisement: [954, 654, 1106, 723]
- ad-title: TO BORROWERS.: [976, 658, 1084, 670]
- lease-notice: [169, 555, 319, 675]
- notice-title: N O T I C E.: [377, 426, 429, 437]
- ad-body: CONNELL AND MOODIE are prepared to advance any sum of Money, from £100 upwards, on approved freehold security, at the very lowest current rates of interest. If security is declined, no charge made. Titles brought under Transfer Act, if desired.: [954, 671, 1106, 715]
- notice-body: I HEREBY give notice that it is my intention to apply to the Waste Lands Board in Dunedin, at its first sitting, after the expiration of three weeks from date hereof, to exchange my Agricultural Lease—Section 73, block I, Waitahuna West, under the Goldfields Act, 1866, for a Lease under the Waste Lands Act, 1872.: [328, 438, 478, 498]
- ad-title: VICTORIA BREWERY: [965, 585, 1095, 597]
- notice-subtitle: Application for an Agricultural Lease.: [27, 188, 143, 198]
- ad-title: PEACOCK HOTEL,: [815, 767, 928, 779]
- notice-body: I HEREBY give notice that I have applied to the Warden for a lease of unsurveyed land for agricultural purposes, situate at and being section 51, block X., Tuapeka East, comprising 200 acres, or thereabout; and that the said application will be heard at the Warden's Office, Lawrence, on May 27. Persons objecting to the granting of such lease must lodge the same with the Warden before 24 hours of the day of hearing.: [169, 330, 319, 408]
- notice-signature: JAMES O'BRIEN.: [99, 1274, 156, 1284]
